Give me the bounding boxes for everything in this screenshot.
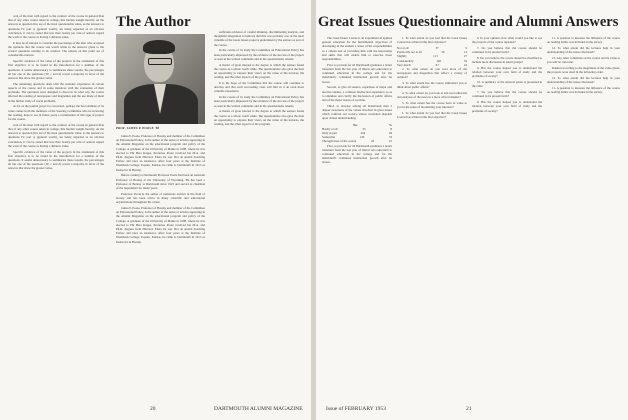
table-cell: Practically not at all — [397, 50, 422, 55]
left-column-3 — [214, 30, 304, 404]
table-cell: Very much — [397, 62, 411, 67]
table-cell: 10 — [388, 139, 392, 144]
question: 5. To what extent has the course been of value to you in the sense of broadening your interests? — [397, 101, 467, 110]
question: 8. Do you believe the course should be modified to include more discussion in small groups? — [472, 56, 542, 65]
right-column-1 — [322, 36, 392, 402]
question: 1. To what extent do you feel that the Great Issues Course has achieved the first objective? — [397, 36, 467, 45]
table-cell: 113 — [433, 54, 438, 59]
table-cell: 13 — [463, 50, 467, 55]
table-cell: 35 — [362, 126, 366, 131]
section-heading: The Author — [116, 14, 191, 30]
table-cell: 136 — [359, 135, 365, 140]
question: 10. A summary of the answers given is presented in the table. — [472, 80, 542, 89]
left-page-number: 20 — [150, 406, 156, 412]
paragraph: sufficient evidence of careful thinking, discriminating analysis, and thoughtful integration to indicate that this was probably one of the most valuable of the Great Issues projects undertaken by the seniors as part of the course. — [214, 30, 304, 47]
answer-table — [397, 46, 467, 67]
table-cell: 49 — [388, 131, 392, 136]
table-cell: 56 — [441, 50, 445, 55]
paragraph: First, to provide for all Dartmouth graduates a better transition from the last year of liberal arts education to continued education in the college and for the individual's continued intellectual growth after he leaves. — [322, 143, 392, 165]
table-cell: 33 — [388, 135, 392, 140]
question: 3. To what extent has the course stimulated you to think about public affairs? — [397, 81, 467, 90]
table-header-cell: % — [388, 122, 392, 127]
right-column-4 — [547, 36, 620, 402]
question: 4. To what extent do you look at and read editorials and analyses of the news in a more critical manner? — [397, 91, 467, 100]
question: 13. Any other comments on the course and its value to you will be welcome. — [547, 56, 620, 65]
question: 9. Has the course helped you to understand the relation between your own field of study and the problems of society? — [472, 100, 542, 113]
left-column-1 — [8, 14, 104, 404]
table-cell: Not at all — [397, 46, 409, 50]
paragraph: Specific evidence of the value of the projects in the attainment of this first objective is to be found in the introduction for a number of the questions. It seems unnecessary to summarize these results; the percentages all but one of the questions (IV, c and d) reveal a majority in favor of the answers that show the greater value. — [8, 59, 104, 81]
table-cell: Slightly — [397, 54, 407, 59]
right-page-number: 21 — [466, 406, 472, 412]
paragraph: James P. Poole, Professor of Botany and member of the Committee on Educational Policy, is the author of the series of articles appearing in the Alumni Magazine on the educational program and policy of the College. A graduate of the University of Maine in 1908, where he was elected to Phi Beta Kappa, Professor Poole received his M.A. and Ph.D. degrees from Harvard. There he was first an Austin Teaching Fellow and later an instructor. After four years at the Institute of Washburn College, Topeka, Kansas, he came to Dartmouth in 1913 as Instructor in Botany. — [116, 206, 205, 244]
question: 11. A question to measure the influence of the course on reading habits was included in the survey. — [547, 36, 620, 45]
paragraph: James P. Poole, Professor of Botany and member of the Committee on Educational Policy, is the author of the series of articles appearing in the Alumni Magazine on the educational program and policy of the College. A graduate of the University of Maine in 1908, where he was elected to Phi Beta Kappa, Professor Poole received his M.A. and Ph.D. degrees from Harvard. There he was first an Austin Teaching Fellow and later an instructor. After four years at the Institute of Washburn College, Topeka, Kansas, he came to Dartmouth in 1913 as Instructor in Botany. — [116, 134, 205, 172]
answer-table — [322, 123, 392, 144]
right-column-3 — [472, 36, 542, 402]
question: 7. Do you believe that the course should be continued in its present form? — [472, 90, 542, 99]
table-cell: 37 — [435, 46, 439, 50]
paragraph: cern of the men with regard to the conduct of the course in general than that of any other course taken in college, this burden weighs heavily. As the answers to question five are of the most questionable value, as the answers to questions IV, part 4, (general worth), are being regarded as an obvious conclusion, it can be stated that less than twenty per cent of seniors regard the work of the course as having a dubious value. — [8, 14, 104, 40]
paragraph: In the course of its study the Committee on Educational Policy has been particularly impressed by the evidence of the success of the project as seen in the written comments and in the questionnaire returns. — [214, 95, 304, 108]
table-cell: 9 — [465, 46, 467, 50]
question: Ranked according to the magnitude of the value given, the projects were rated in the following order. — [547, 66, 620, 75]
question: 12. To what extent did the lectures help in your understanding of the issues discussed? — [547, 46, 620, 55]
paragraph: Third, to develop among all Dartmouth men a deeper awareness of the values involved in great issues which confront our society, whose resolution depends upon citizen understanding. — [322, 103, 392, 121]
paragraph: Before coming to Dartmouth Professor Poole had been an Assistant Professor of Botany at the University of Wyoming. He has been a Professor of Botany at Dartmouth since 1923 and served as chairman of the department for many years. — [116, 173, 205, 191]
table-cell: 16 — [463, 62, 467, 67]
publication-name: DARTMOUTH ALUMNI MAGAZINE — [214, 406, 303, 412]
paragraph: First, to provide for all Dartmouth graduates a better transition from the last year of liberal arts education to continued education in the college and for the individual's continued intellectual growth after he leaves. — [322, 62, 392, 84]
table-cell: 35 — [463, 58, 467, 63]
left-column-2 — [116, 134, 205, 404]
paragraph: In the course of its study the Committee on Educational Policy has been particularly impressed by the evidence of the success of the project as seen in the written comments and in the questionnaire returns. — [214, 48, 304, 61]
table-cell: Considerably — [397, 58, 414, 63]
paragraph: A matter of great interest is the degree to which the seniors found the course as a whole worth while. The questionnaire also gave the men an opportunity to express their views on the value of the lectures, the reading, and the other aspects of the program. — [214, 109, 304, 127]
author-portrait-photo — [116, 34, 205, 124]
paragraph: A matter of great interest is the degree to which the seniors found the course as a whole worth while. The questionnaire also gave the men an opportunity to express their views on the value of the lectures, the reading, and the other aspects of the program. — [214, 62, 304, 80]
right-column-2 — [397, 36, 467, 402]
table-cell: Through most of the course — [322, 139, 357, 144]
question: 9. Has the course helped you to understand the relation between your own field of study and the problems of society? — [472, 66, 542, 79]
table-cell: 8 — [390, 126, 392, 131]
question: 6. In your opinion, how often would you like to see the projects of the course repeated? — [472, 36, 542, 45]
paragraph: cern of the men with regard to the conduct of the course in general than that of any other course taken in college, this burden weighs heavily. As the answers to question five are of the most questionable value, as the answers to questions IV, part 4, (general worth), are being regarded as an obvious conclusion, it can be stated that less than twenty per cent of seniors regard the work of the course as having a dubious value. — [8, 122, 104, 148]
question: 11. A question to measure the influence of the course on reading habits was included in the survey. — [547, 86, 620, 95]
table-cell: Somewhat — [322, 135, 336, 140]
table-cell: 43 — [371, 139, 375, 144]
question: 7. Do you believe that the course should be continued in its present form? — [472, 46, 542, 55]
table-cell: 27 — [463, 54, 467, 59]
table-cell: 67 — [435, 62, 439, 67]
table-cell: Hardly at all — [322, 126, 338, 131]
paragraph: Second, to give all seniors, regardless of major and elective studies, a common intellectual experience so as to stimulate and clarify the discussion of public affairs and of the major issues of our time. — [322, 85, 392, 103]
photo-caption: PROF. JAMES P. POOLE '08 — [116, 126, 160, 130]
paragraph: Professor Poole is the author of numerous articles in the field of botany and has been active in many scientific and educational organizations throughout his career. — [116, 191, 205, 205]
table-cell: Only in part — [322, 131, 337, 136]
issue-date: Issue of FEBRUARY 1953 — [326, 406, 386, 412]
paragraph: Specific evidence of the value of the projects in the attainment of this first objective is to be found in the introduction for a number of the questions. It seems unnecessary to summarize these results; the percentages all but one of the questions (IV, c and d) reveal a majority in favor of the answers that show the greater value. — [8, 149, 104, 171]
table-cell: 204 — [360, 131, 366, 136]
question: 2. To what extent do you read more of the newspapers and magazines that reflect a variety of opinion? — [397, 67, 467, 80]
table-cell: 146 — [436, 58, 442, 63]
question: 12. To what extent did the lectures help in your understanding of the issues discussed? — [547, 76, 620, 85]
article-title: Great Issues Questionnaire and Alumni Answers — [318, 14, 619, 30]
paragraph: The Great Issues Course is an experiment in applied general education for the fundamental objectives of developing in the student a sense of his responsibilities as a citizen and of providing him with the knowledge and skills that will enable him to exercise those responsibilities. — [322, 36, 392, 62]
question: 1. To what extent do you feel that the Great Issues Course has achieved the first objective? — [397, 111, 467, 120]
paragraph: As far as the journal project is concerned, perhaps the best estimate of its value comes from the members of the Steering Committee who in reviewing the reading, hope to see in future years a continuation of this type of project for the course. — [8, 104, 104, 122]
paragraph: It is the hope of the Committee that the course will continue to develop and that each succeeding class will find in it an even more valuable experience. — [214, 81, 304, 94]
paragraph: It may be of interest to consider the percentage of the men who accepted the opinions that the course was worth while in the answers given to the several questions relating to its conduct. The returns on this point are of considerable interest. — [8, 40, 104, 58]
table-header-cell: No. — [353, 122, 358, 127]
paragraph: The remaining questions dealt with the students' experience in certain aspects of the course and in some instances with the evaluation of their problems. The questions were designed to discover in what way the course affected the reading of newspapers and magazines and the use made of them in the further study of world problems. — [8, 81, 104, 103]
